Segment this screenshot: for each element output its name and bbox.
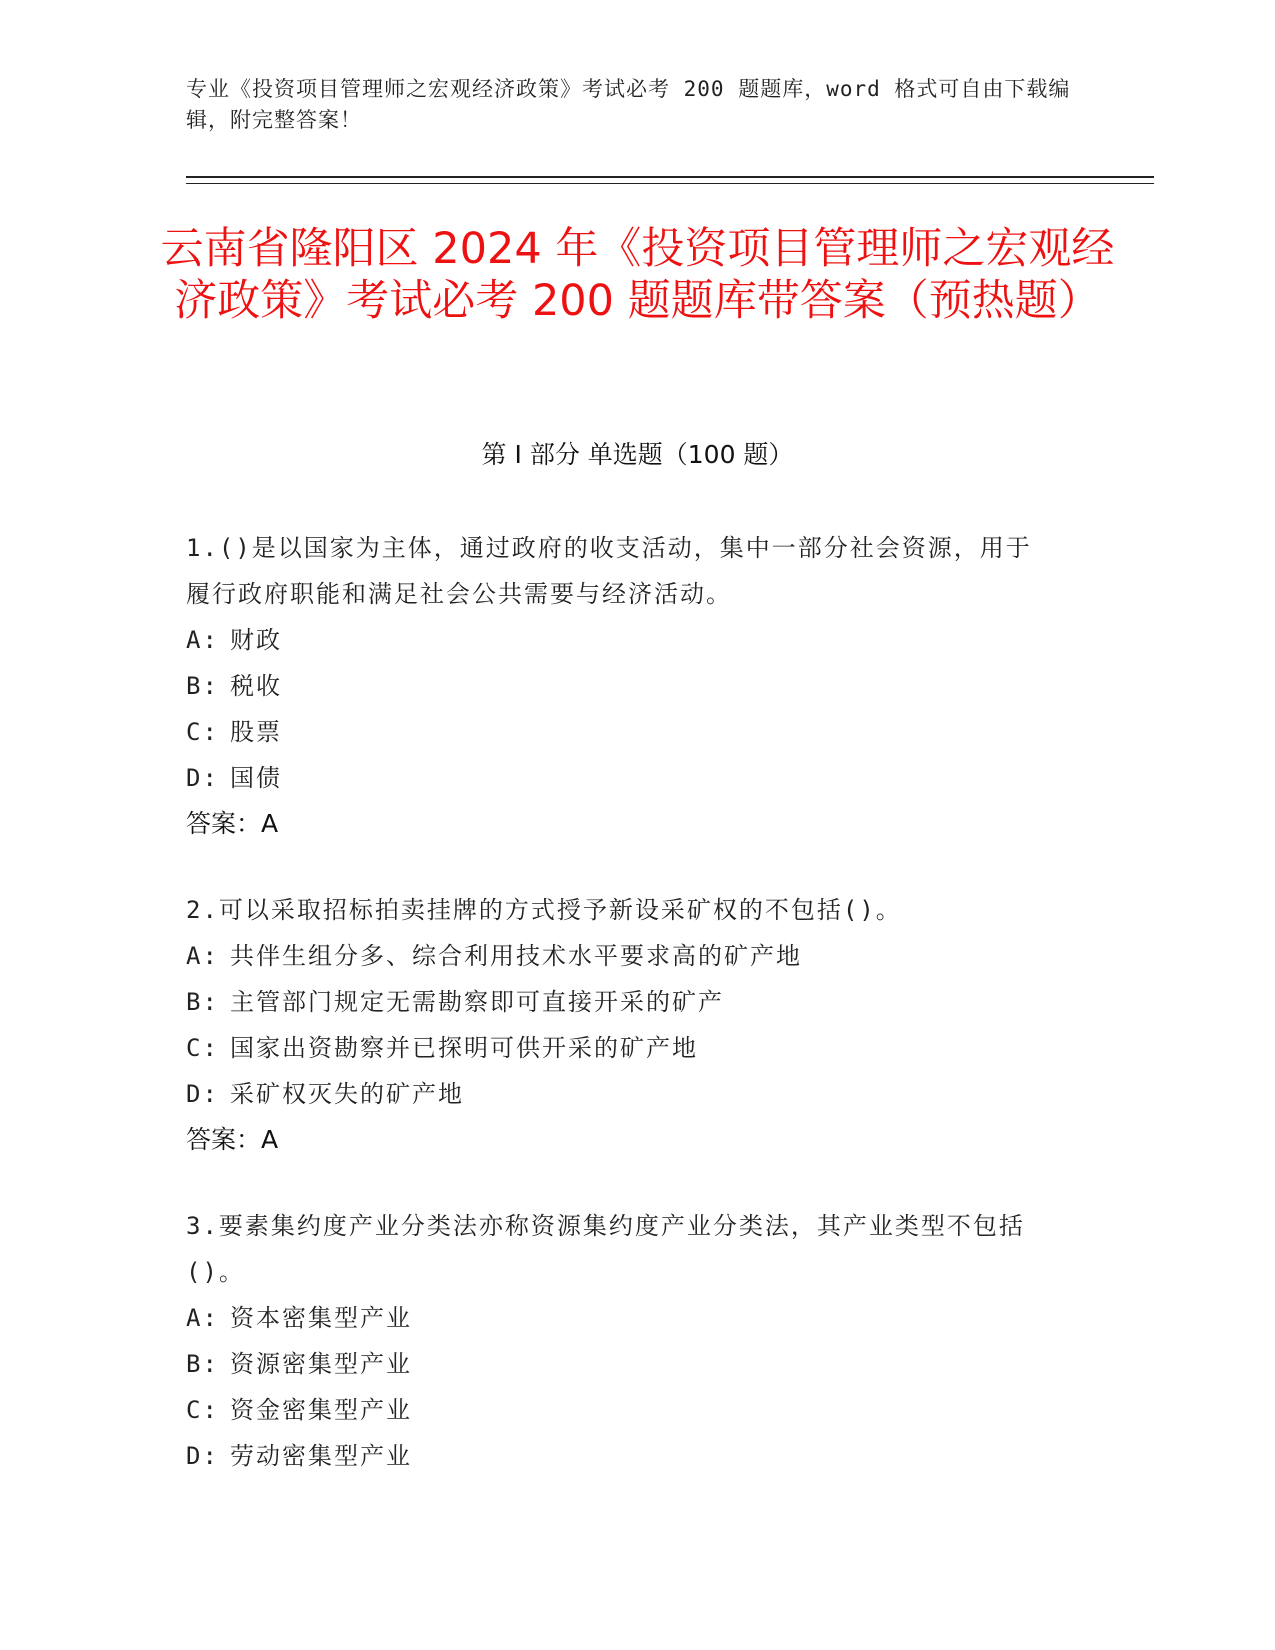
option-text: 税收 [230,672,282,700]
option-text: 共伴生组分多、综合利用技术水平要求高的矿产地 [230,942,802,970]
answer-label: 答案： [186,1125,262,1154]
option-b [186,979,1056,1025]
answer-line [186,1117,1056,1163]
option-text: 劳动密集型产业 [230,1442,412,1470]
option-d [186,1433,1056,1479]
option-text: 国债 [230,764,282,792]
question-stem: 2.可以采取招标拍卖挂牌的方式授予新设采矿权的不包括()。 [186,896,902,924]
section-title: 第 I 部分 单选题（100 题） [481,440,794,469]
document-title: 云南省隆阳区 2024 年《投资项目管理师之宏观经济政策》考试必考 200 题题库带答案（预热题） [160,224,1115,326]
option-text: 资源密集型产业 [230,1350,412,1378]
option-text: 国家出资勘察并已探明可供开采的矿产地 [230,1034,698,1062]
option-text: 主管部门规定无需勘察即可直接开采的矿产 [230,988,724,1016]
answer-label: 答案： [186,809,262,838]
header-rule-thin [186,183,1154,184]
option-b [186,663,1056,709]
option-a [186,933,1056,979]
option-text: 采矿权灭失的矿产地 [230,1080,464,1108]
option-c [186,1025,1056,1071]
option-b [186,1341,1056,1387]
option-text: 资本密集型产业 [230,1304,412,1332]
answer-value: A [261,1125,279,1154]
option-letter: B: [186,672,219,700]
option-a [186,617,1056,663]
option-a [186,1295,1056,1341]
question-list [186,525,1056,1519]
option-letter: A: [186,942,219,970]
header-note: 专业《投资项目管理师之宏观经济政策》考试必考 200 题题库，word 格式可自由下载编辑，附完整答案！ [186,77,1071,132]
option-d [186,1071,1056,1117]
option-letter: A: [186,1304,219,1332]
option-letter: D: [186,1442,219,1470]
option-letter: D: [186,764,219,792]
option-letter: B: [186,988,219,1016]
answer-value: A [261,809,279,838]
option-text: 资金密集型产业 [230,1396,412,1424]
header-rule-thick [186,176,1154,178]
question-stem: 3.要素集约度产业分类法亦称资源集约度产业分类法，其产业类型不包括()。 [186,1212,1025,1286]
option-letter: B: [186,1350,219,1378]
option-c [186,1387,1056,1433]
option-c [186,709,1056,755]
option-letter: A: [186,626,219,654]
option-text: 股票 [230,718,282,746]
option-letter: C: [186,1396,219,1424]
question-3 [186,1203,1056,1479]
option-text: 财政 [230,626,282,654]
question-2 [186,887,1056,1163]
option-d [186,755,1056,801]
question-stem: 1.()是以国家为主体，通过政府的收支活动，集中一部分社会资源，用于履行政府职能和满足社会公共需要与经济活动。 [186,534,1032,608]
option-letter: C: [186,1034,219,1062]
option-letter: D: [186,1080,219,1108]
option-letter: C: [186,718,219,746]
answer-line [186,801,1056,847]
question-1 [186,525,1056,847]
